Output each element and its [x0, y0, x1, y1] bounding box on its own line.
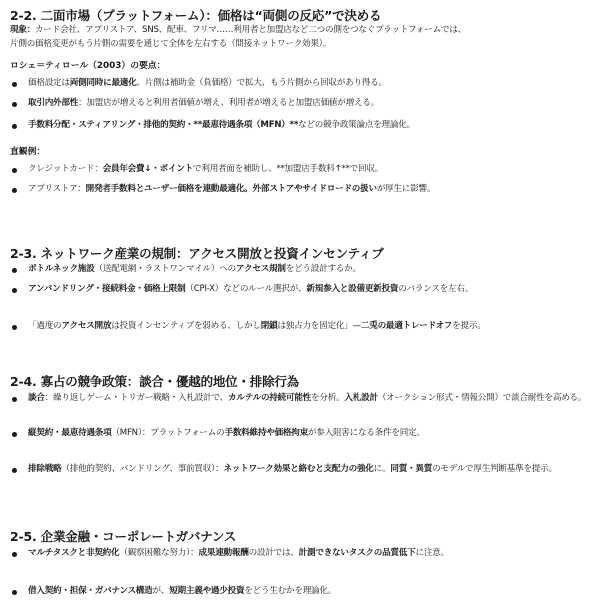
list-item: マルチタスクと非契約化（観察困難な努力）：成果連動報酬の設計では、計測できないタスクの品質低下に注意。 — [28, 548, 449, 558]
bullet-dot — [12, 288, 17, 293]
section-title-2-5: 2-5. 企業金融・コーポレートガバナンス — [10, 529, 237, 544]
bullet-dot — [12, 432, 17, 437]
list-item: ボトルネック施設（送配電網・ラストワンマイル）へのアクセス規制をどう設計するか。 — [28, 264, 361, 274]
list-item: 排除戦略（排他的契約、バンドリング、事前買収）：ネットワーク効果と絡むと支配力の強化に。同質・異質のモデルで厚生判断基準を提示。 — [28, 464, 557, 474]
list-item: クレジットカード：会員年会費↓・ポイントで利用者面を補助し、**加盟店手数料↑**で回収。 — [28, 164, 384, 174]
rochet-tirole-label: ロシェ＝ティロール（2003）の要点： — [10, 61, 166, 71]
phenomenon-paragraph — [10, 24, 466, 37]
phenomenon-paragraph-line2: 片側の価格変更がもう片側の需要を通じて全体を左右する（間接ネットワーク効果）。 — [10, 39, 332, 49]
list-item: アプリストア：開発者手数料とユーザー価格を連動最適化。外部ストアやサイドロードの扱いが厚生に影響。 — [28, 184, 436, 194]
section-title-2-3: 2-3. ネットワーク産業の規制：アクセス開放と投資インセンティブ — [10, 246, 384, 261]
bullet-dot — [12, 102, 17, 107]
bullet-dot — [12, 268, 17, 273]
list-item: 借入契約・担保・ガバナンス構造が、短期主義や過少投資をどう生むかを理論化。 — [28, 586, 337, 596]
list-item: アンバンドリング・接続料金・価格上限制（CPI-X）などのルール選択が、新規参入と設備更新投資のバランスを左右。 — [28, 284, 474, 294]
bullet-dot — [12, 82, 17, 87]
bullet-dot — [12, 168, 17, 173]
bullet-dot — [12, 397, 17, 402]
examples-label: 直観例： — [10, 147, 46, 157]
bullet-dot — [12, 468, 17, 473]
bullet-dot — [12, 552, 17, 557]
bullet-dot — [12, 325, 17, 330]
list-item: 手数料分配・スティアリング・排他的契約・**最恵待遇条項（MFN）**などの競争政策論点を理論化。 — [28, 120, 415, 130]
bullet-dot — [12, 188, 17, 193]
section-title-2-2: 2-2. 二面市場（プラットフォーム）：価格は“両側の反応”で決める — [10, 8, 382, 23]
list-item: 「過度のアクセス開放は投資インセンティブを弱める、しかし閉鎖は独占力を固定化」—二兎の最適トレードオフを提示。 — [28, 321, 486, 331]
bullet-dot — [12, 124, 17, 129]
list-item: 取引内外部性：加盟店が増えると利用者価値が増え、利用者が増えると加盟店価値が増える。 — [28, 98, 379, 108]
list-item: 縦契約・最恵待遇条項（MFN）：プラットフォームの手数料維持や価格拘束が参入阻害になる条件を同定。 — [28, 428, 425, 438]
section-title-2-4: 2-4. 寡占の競争政策：談合・優越的地位・排除行為 — [10, 374, 299, 389]
list-item: 談合：繰り返しゲーム・トリガー戦略・入札設計で、カルテルの持続可能性を分析。入札設計（オークション形式・情報公開）で談合耐性を高める。 — [28, 393, 587, 403]
phenomenon-label: 現象： — [10, 25, 36, 35]
list-item: 価格設定は両側同時に最適化。片側は補助金（負価格）で拡大、もう片側から回収があり得る。 — [28, 78, 387, 88]
phenomenon-text: カード会社、アプリストア、SNS、配車、フリマ……利用者と加盟店など二つの側をつなぐプラットフォームでは、 — [35, 25, 466, 35]
bullet-dot — [12, 590, 17, 595]
